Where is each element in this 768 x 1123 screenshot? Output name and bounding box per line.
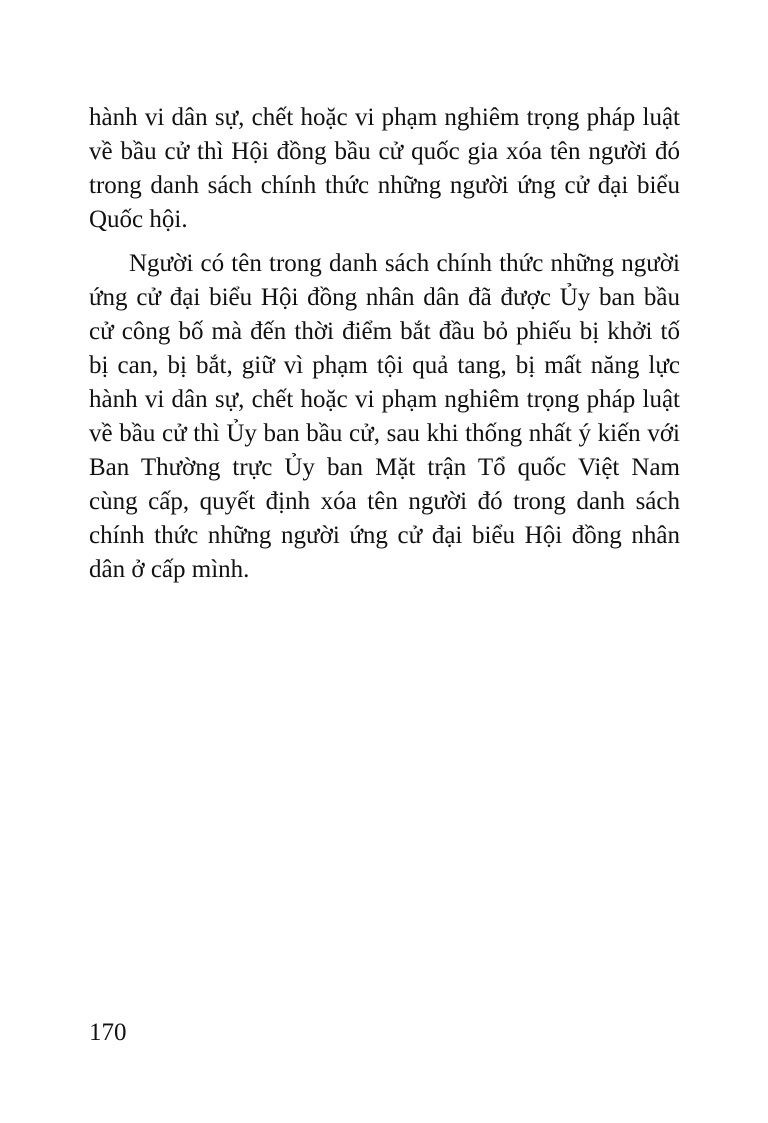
- text-line: trong danh sách chính thức những người ứng cử đại biểu: [89, 172, 680, 199]
- text-line: hành vi dân sự, chết hoặc vi phạm nghiêm trọng pháp luật: [89, 104, 680, 131]
- text-line: cùng cấp, quyết định xóa tên người đó trong danh sách: [89, 488, 680, 515]
- text-line: Quốc hội.: [89, 206, 188, 233]
- page-body: [89, 101, 680, 587]
- text-line: về bầu cử thì Ủy ban bầu cử, sau khi thống nhất ý kiến với: [89, 420, 680, 447]
- text-line: cử công bố mà đến thời điểm bắt đầu bỏ phiếu bị khởi tố: [89, 318, 680, 345]
- text-line: hành vi dân sự, chết hoặc vi phạm nghiêm trọng pháp luật: [89, 386, 680, 413]
- text-line: Ban Thường trực Ủy ban Mặt trận Tổ quốc Việt Nam: [89, 454, 680, 481]
- text-line: chính thức những người ứng cử đại biểu Hội đồng nhân: [89, 522, 680, 549]
- text-line: dân ở cấp mình.: [89, 556, 250, 583]
- page-number: 170: [89, 1019, 127, 1046]
- text-line: bị can, bị bắt, giữ vì phạm tội quả tang, bị mất năng lực: [89, 352, 680, 379]
- text-line: Người có tên trong danh sách chính thức những người: [129, 250, 680, 277]
- paragraph-2: [89, 247, 680, 587]
- text-line: ứng cử đại biểu Hội đồng nhân dân đã được Ủy ban bầu: [89, 284, 680, 311]
- text-line: về bầu cử thì Hội đồng bầu cử quốc gia xóa tên người đó: [89, 138, 680, 165]
- paragraph-1: [89, 101, 680, 237]
